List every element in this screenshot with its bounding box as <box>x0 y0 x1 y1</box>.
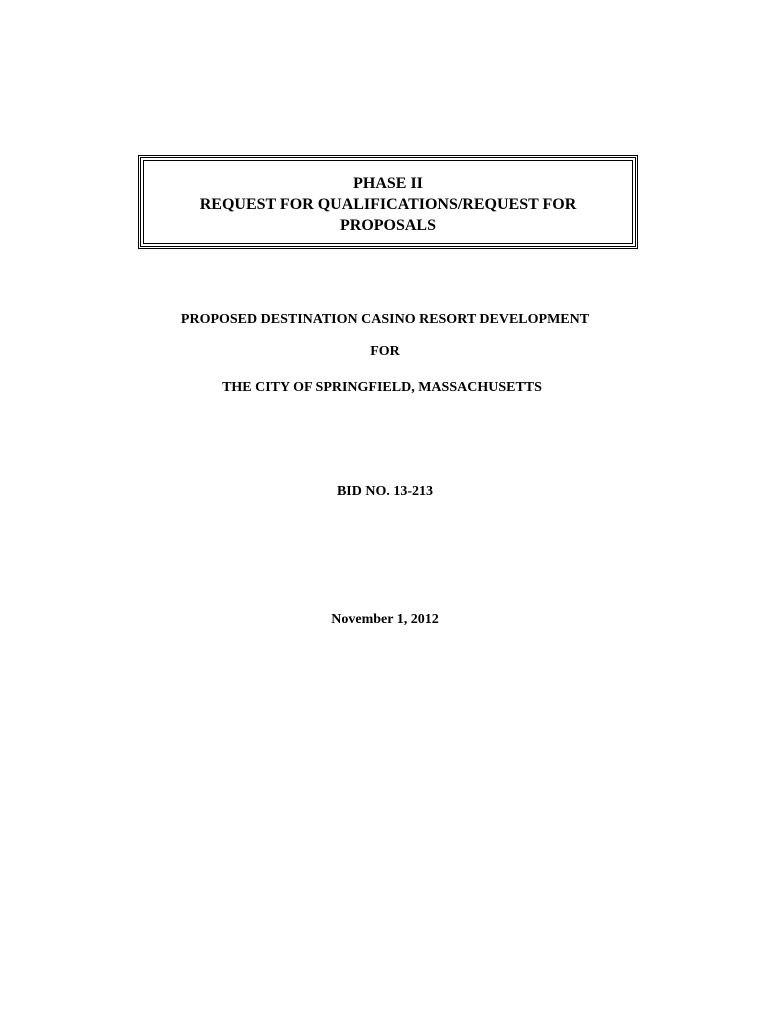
bid-number: BID NO. 13-213 <box>336 484 434 499</box>
project-heading: PROPOSED DESTINATION CASINO RESORT DEVELOPMENT <box>180 312 590 327</box>
title-box <box>138 155 638 249</box>
document-title <box>141 173 635 236</box>
for-text: FOR <box>370 344 400 359</box>
title-line-request: REQUEST FOR QUALIFICATIONS/REQUEST FOR <box>199 196 577 213</box>
title-line-phase: PHASE II <box>353 175 423 192</box>
document-date: November 1, 2012 <box>331 612 439 627</box>
city-heading: THE CITY OF SPRINGFIELD, MASSACHUSETTS <box>222 380 542 395</box>
title-line-proposals: PROPOSALS <box>339 217 436 234</box>
